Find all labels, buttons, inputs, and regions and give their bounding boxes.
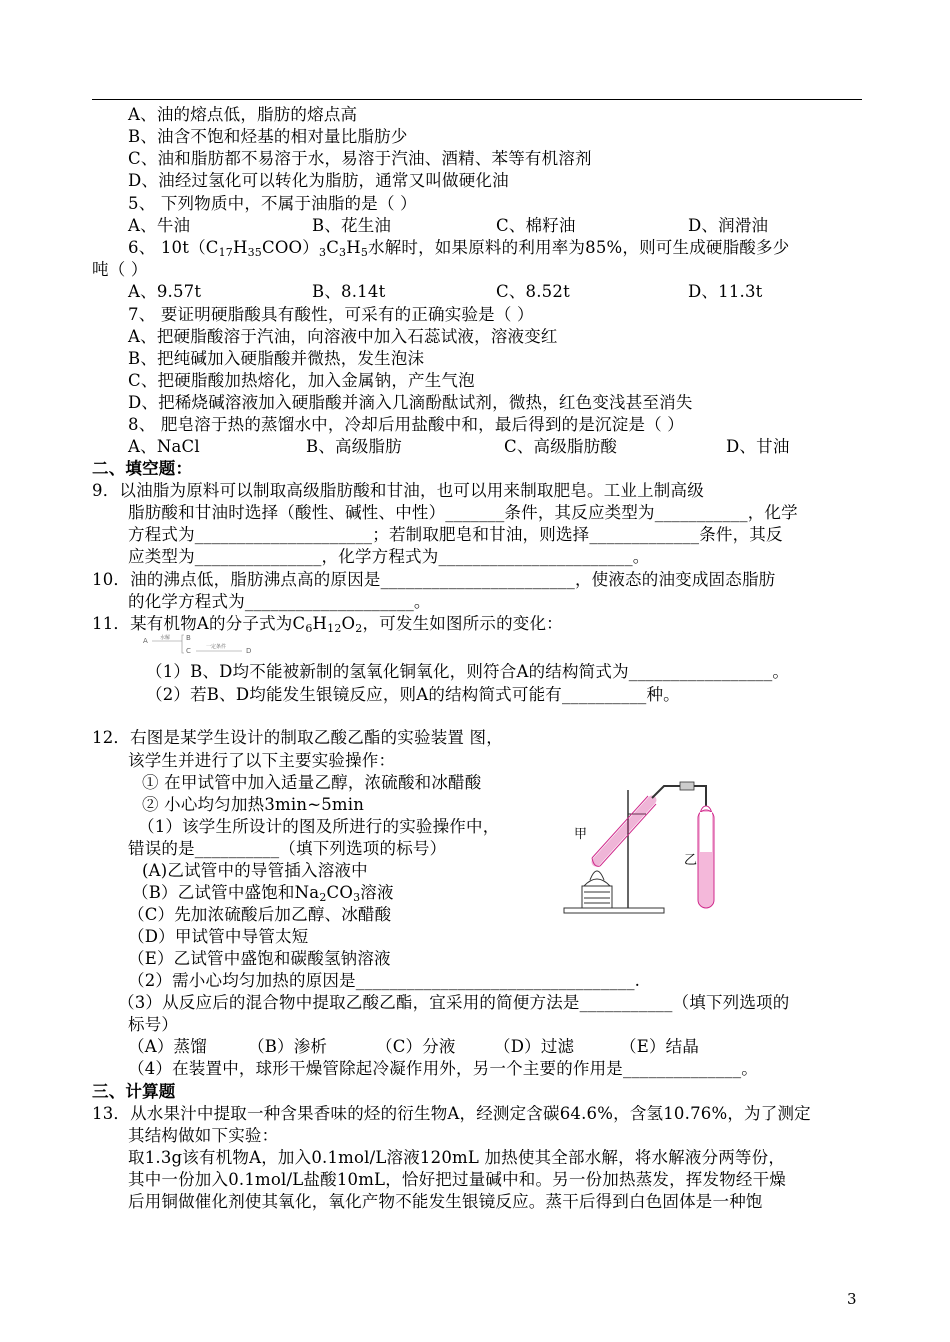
q12-option-c: （C）先加浓硫酸后加乙醇、冰醋酸 [128, 905, 392, 924]
burner-cap [584, 879, 610, 886]
q9-line-2: 脂肪酸和甘油时选择（酸性、碱性、中性）_______条件，其反应类型为___________，化学 [128, 503, 798, 522]
q12-part-3-option-c: （C）分液 [376, 1037, 456, 1056]
q12-part-3-a: （3）从反应后的混合物中提取乙酸乙酯，宜采用的简便方法是___________（填下列选项的 [118, 993, 790, 1012]
diagram-arrow-1-label: 水解 [160, 635, 171, 641]
q4-option-b: B、油含不饱和烃基的相对量比脂肪少 [128, 127, 408, 146]
q11-part-2: （2）若B、D均能发生银镜反应，则A的结构简式可能有__________种。 [146, 685, 680, 704]
q5-option-c: C、棉籽油 [496, 216, 576, 235]
q13-line-4: 其中一份加入0.1mol/L盐酸10mL，恰好把过量碱中和。另一份加热蒸发，挥发物经干燥 [128, 1170, 787, 1189]
page-number: 3 [847, 1290, 857, 1308]
ester-apparatus-figure [560, 772, 740, 917]
q6-option-a: A、9.57t [128, 282, 202, 301]
q13-line-3: 取1.3g该有机物A，加入0.1mol/L溶液120mL 加热使其全部水解，将水解液分两等份， [128, 1148, 786, 1167]
q12-option-b: （B）乙试管中盛饱和$Na_2CO_3$溶液 [132, 883, 394, 904]
q13-line-5: 后用铜做催化剂使其氧化，氧化产物不能发生银镜反应。蒸干后得到白色固体是一种饱 [128, 1192, 763, 1211]
section-2-heading: 二、填空题： [92, 459, 193, 478]
q4-option-a: A、油的熔点低，脂肪的熔点高 [128, 105, 358, 124]
q8-option-b: B、高级脂肪 [306, 437, 402, 456]
diagram-bracket [182, 635, 184, 653]
diagram-b: B [186, 634, 191, 642]
q12-part-3-option-b: （B）渗析 [248, 1037, 328, 1056]
q9-line-3: 方程式为_____________________；若制取肥皂和甘油，则选择_____________条件，其反 [128, 525, 783, 544]
delivery-tube [652, 786, 706, 806]
q8-option-a: A、NaCl [128, 437, 200, 456]
q12-part-1-a: （1）该学生所设计的图及所进行的实验操作中， [138, 817, 500, 836]
q7-option-d: D、把稀烧碱溶液加入硬脂酸并滴入几滴酚酞试剂，微热，红色变浅甚至消失 [128, 393, 693, 412]
q4-option-d: D、油经过氢化可以转化为脂肪，通常又叫做硬化油 [128, 171, 509, 190]
tube-jia [592, 796, 656, 866]
q7-option-a: A、把硬脂酸溶于汽油，向溶液中加入石蕊试液，溶液变红 [128, 327, 558, 346]
q11-stem: 11．某有机物A的分子式为$C_6H_{12}O_2$，可发生如图所示的变化： [92, 614, 563, 635]
diagram-arrow-2-label: 一定条件 [206, 644, 227, 650]
rubber-joint [680, 782, 694, 790]
q9-line-4: 应类型为_______________，化学方程式为_______________________。 [128, 547, 650, 566]
header-rule [92, 99, 862, 100]
q7-option-b: B、把纯碱加入硬脂酸并微热，发生泡沫 [128, 349, 425, 368]
alcohol-burner [582, 886, 612, 908]
q6-stem: 6、 $10t(C_{17}H_{35}COO)_3C_3H_5$水解时，如果原料的利用率为85%，则可生成硬脂酸多少 [128, 238, 790, 259]
q12-option-e: （E）乙试管中盛饱和碳酸氢钠溶液 [128, 949, 391, 968]
q12-part-4: （4）在装置中，球形干燥管除起冷凝作用外，另一个主要的作用是______________。 [128, 1059, 758, 1078]
q12-part-1-b: 错误的是__________（填下列选项的标号） [128, 839, 447, 858]
q10-line-1: 10．油的沸点低，脂肪沸点高的原因是_______________________，使液态的油变成固态脂肪 [92, 570, 776, 589]
q4-option-c: C、油和脂肪都不易溶于水，易溶于汽油、酒精、苯等有机溶剂 [128, 149, 592, 168]
stand-base [564, 908, 664, 913]
q11-part-1: （1）B、D均不能被新制的氢氧化铜氧化，则符合A的结构简式为_________________。 [146, 662, 790, 681]
label-yi: 乙 [684, 852, 698, 867]
q12-intro-2: 该学生并进行了以下主要实验操作： [128, 751, 396, 770]
q7-option-c: C、把硬脂酸加热熔化，加入金属钠，产生气泡 [128, 371, 475, 390]
q10-line-2: 的化学方程式为____________________。 [128, 592, 431, 611]
q5-option-b: B、花生油 [312, 216, 392, 235]
q9-line-1: 9．以油脂为原料可以制取高级脂肪酸和甘油，也可以用来制取肥皂。工业上制高级 [92, 481, 704, 500]
q8-option-c: C、高级脂肪酸 [504, 437, 618, 456]
q12-part-3-option-d: （D）过滤 [494, 1037, 575, 1056]
q8-option-d: D、甘油 [726, 437, 790, 456]
diagram-a: A [143, 637, 148, 645]
q12-part-3-option-a: （A）蒸馏 [128, 1037, 207, 1056]
q5-option-a: A、牛油 [128, 216, 191, 235]
q7-stem: 7、 要证明硬脂酸具有酸性，可采有的正确实验是（ ） [128, 305, 534, 324]
q5-stem: 5、 下列物质中，不属于油脂的是（ ） [128, 194, 417, 213]
q13-line-2: 其结构做如下实验： [128, 1126, 279, 1145]
q6-option-d: D、11.3t [688, 282, 763, 301]
q12-option-d: （D）甲试管中导管太短 [128, 927, 309, 946]
q6-stem-cont: 吨（ ） [92, 260, 148, 279]
label-jia: 甲 [574, 826, 588, 841]
diagram-d: D [246, 647, 252, 655]
q12-part-3-b: 标号） [128, 1015, 179, 1034]
q5-option-d: D、润滑油 [688, 216, 769, 235]
diagram-c: C [186, 647, 191, 655]
tube-yi [698, 810, 714, 908]
q12-intro-1: 12．右图是某学生设计的制取乙酸乙酯的实验装置 图， [92, 728, 503, 747]
section-3-heading: 三、计算题 [92, 1082, 176, 1101]
q8-stem: 8、 肥皂溶于热的蒸馏水中，冷却后用盐酸中和，最后得到的是沉淀是（ ） [128, 415, 684, 434]
q12-option-a: (A)乙试管中的导管插入溶液中 [142, 861, 368, 880]
q12-part-3-option-e: （E）结晶 [620, 1037, 700, 1056]
q12-step-1: ① 在甲试管中加入适量乙醇，浓硫酸和冰醋酸 [142, 773, 482, 792]
q6-option-c: C、8.52t [496, 282, 570, 301]
q13-line-1: 13．从水果汁中提取一种含果香味的烃的衍生物A，经测定含碳64.6%，含氢10.76%，为了测定 [92, 1104, 811, 1123]
q11-reaction-diagram [142, 632, 292, 658]
q12-part-2: （2）需小心均匀加热的原因是_________________________________. [128, 971, 641, 990]
q12-step-2: ② 小心均匀加热3min~5min [142, 795, 365, 814]
q6-option-b: B、8.14t [312, 282, 386, 301]
